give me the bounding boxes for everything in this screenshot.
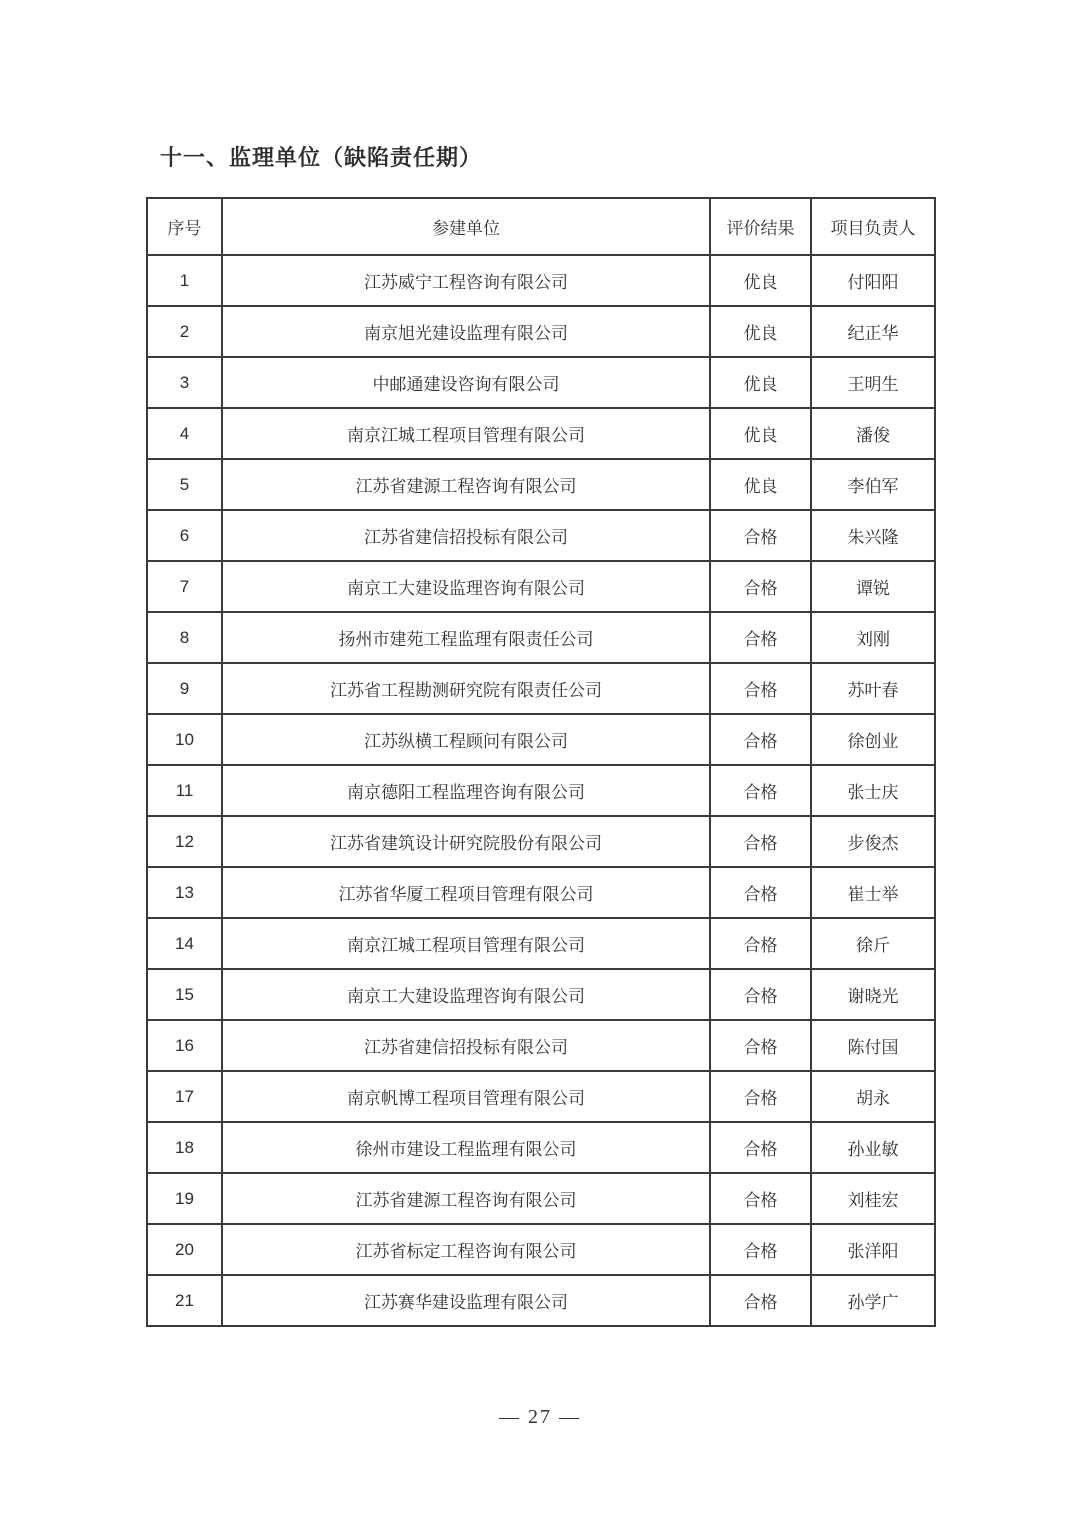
unit-name-cell: 江苏省建源工程咨询有限公司 [222, 1173, 710, 1224]
row-number-cell: 10 [147, 714, 222, 765]
evaluation-result-cell: 合格 [710, 612, 811, 663]
evaluation-result-cell: 优良 [710, 408, 811, 459]
row-number-cell: 16 [147, 1020, 222, 1071]
header-project-leader: 项目负责人 [811, 198, 935, 255]
table-row [147, 765, 935, 816]
evaluation-result-cell: 优良 [710, 459, 811, 510]
table-body [147, 255, 935, 1326]
header-unit-name: 参建单位 [222, 198, 710, 255]
table-row [147, 1020, 935, 1071]
evaluation-result-cell: 合格 [710, 561, 811, 612]
project-leader-cell: 谭锐 [811, 561, 935, 612]
unit-name-cell: 江苏省建筑设计研究院股份有限公司 [222, 816, 710, 867]
table-row [147, 1224, 935, 1275]
unit-name-cell: 江苏省建源工程咨询有限公司 [222, 459, 710, 510]
evaluation-result-cell: 合格 [710, 1020, 811, 1071]
project-leader-cell: 陈付国 [811, 1020, 935, 1071]
unit-name-cell: 江苏纵横工程顾问有限公司 [222, 714, 710, 765]
table-row [147, 561, 935, 612]
unit-name-cell: 中邮通建设咨询有限公司 [222, 357, 710, 408]
project-leader-cell: 崔士举 [811, 867, 935, 918]
project-leader-cell: 孙学广 [811, 1275, 935, 1326]
header-evaluation-result: 评价结果 [710, 198, 811, 255]
row-number-cell: 9 [147, 663, 222, 714]
table-row [147, 867, 935, 918]
row-number-cell: 18 [147, 1122, 222, 1173]
project-leader-cell: 胡永 [811, 1071, 935, 1122]
project-leader-cell: 苏叶春 [811, 663, 935, 714]
unit-name-cell: 南京旭光建设监理有限公司 [222, 306, 710, 357]
evaluation-result-cell: 合格 [710, 1071, 811, 1122]
unit-name-cell: 南京德阳工程监理咨询有限公司 [222, 765, 710, 816]
evaluation-result-cell: 合格 [710, 867, 811, 918]
row-number-cell: 19 [147, 1173, 222, 1224]
project-leader-cell: 谢晓光 [811, 969, 935, 1020]
project-leader-cell: 张洋阳 [811, 1224, 935, 1275]
project-leader-cell: 徐创业 [811, 714, 935, 765]
table-row [147, 1071, 935, 1122]
evaluation-result-cell: 合格 [710, 1122, 811, 1173]
row-number-cell: 5 [147, 459, 222, 510]
project-leader-cell: 刘刚 [811, 612, 935, 663]
table-row [147, 663, 935, 714]
evaluation-result-cell: 合格 [710, 918, 811, 969]
project-leader-cell: 付阳阳 [811, 255, 935, 306]
evaluation-result-cell: 合格 [710, 1224, 811, 1275]
row-number-cell: 21 [147, 1275, 222, 1326]
row-number-cell: 11 [147, 765, 222, 816]
evaluation-result-cell: 优良 [710, 357, 811, 408]
unit-name-cell: 江苏省标定工程咨询有限公司 [222, 1224, 710, 1275]
table-row [147, 255, 935, 306]
table-row [147, 969, 935, 1020]
project-leader-cell: 步俊杰 [811, 816, 935, 867]
unit-name-cell: 徐州市建设工程监理有限公司 [222, 1122, 710, 1173]
table-row [147, 1122, 935, 1173]
row-number-cell: 13 [147, 867, 222, 918]
table-row [147, 459, 935, 510]
row-number-cell: 8 [147, 612, 222, 663]
table-row [147, 612, 935, 663]
table-row [147, 357, 935, 408]
table-row [147, 714, 935, 765]
project-leader-cell: 张士庆 [811, 765, 935, 816]
evaluation-result-cell: 合格 [710, 765, 811, 816]
table-row [147, 1275, 935, 1326]
evaluation-result-cell: 优良 [710, 255, 811, 306]
project-leader-cell: 刘桂宏 [811, 1173, 935, 1224]
evaluation-result-cell: 合格 [710, 510, 811, 561]
unit-name-cell: 南京江城工程项目管理有限公司 [222, 918, 710, 969]
table-row [147, 816, 935, 867]
project-leader-cell: 朱兴隆 [811, 510, 935, 561]
table-row [147, 510, 935, 561]
evaluation-result-cell: 合格 [710, 663, 811, 714]
evaluation-result-cell: 优良 [710, 306, 811, 357]
project-leader-cell: 李伯军 [811, 459, 935, 510]
table-row [147, 306, 935, 357]
unit-name-cell: 扬州市建苑工程监理有限责任公司 [222, 612, 710, 663]
row-number-cell: 6 [147, 510, 222, 561]
page-number: — 27 — [499, 1406, 581, 1428]
table-row [147, 1173, 935, 1224]
row-number-cell: 7 [147, 561, 222, 612]
table-header [147, 198, 935, 255]
unit-name-cell: 南京工大建设监理咨询有限公司 [222, 561, 710, 612]
row-number-cell: 3 [147, 357, 222, 408]
unit-name-cell: 江苏省华厦工程项目管理有限公司 [222, 867, 710, 918]
unit-name-cell: 江苏赛华建设监理有限公司 [222, 1275, 710, 1326]
row-number-cell: 4 [147, 408, 222, 459]
table-row [147, 918, 935, 969]
table-row [147, 408, 935, 459]
row-number-cell: 15 [147, 969, 222, 1020]
unit-name-cell: 南京工大建设监理咨询有限公司 [222, 969, 710, 1020]
project-leader-cell: 孙业敏 [811, 1122, 935, 1173]
unit-name-cell: 江苏省建信招投标有限公司 [222, 1020, 710, 1071]
unit-name-cell: 南京江城工程项目管理有限公司 [222, 408, 710, 459]
evaluation-result-cell: 合格 [710, 1275, 811, 1326]
project-leader-cell: 徐斤 [811, 918, 935, 969]
unit-name-cell: 江苏省建信招投标有限公司 [222, 510, 710, 561]
evaluation-result-cell: 合格 [710, 1173, 811, 1224]
row-number-cell: 17 [147, 1071, 222, 1122]
project-leader-cell: 纪正华 [811, 306, 935, 357]
unit-name-cell: 江苏威宁工程咨询有限公司 [222, 255, 710, 306]
row-number-cell: 12 [147, 816, 222, 867]
evaluation-result-cell: 合格 [710, 714, 811, 765]
unit-name-cell: 江苏省工程勘测研究院有限责任公司 [222, 663, 710, 714]
row-number-cell: 20 [147, 1224, 222, 1275]
page-title: 十一、监理单位（缺陷责任期） [160, 145, 483, 170]
table-header-row [147, 198, 935, 255]
row-number-cell: 14 [147, 918, 222, 969]
row-number-cell: 1 [147, 255, 222, 306]
unit-name-cell: 南京帆博工程项目管理有限公司 [222, 1071, 710, 1122]
supervision-units-table [146, 197, 936, 1327]
header-row-number: 序号 [147, 198, 222, 255]
project-leader-cell: 潘俊 [811, 408, 935, 459]
evaluation-result-cell: 合格 [710, 816, 811, 867]
project-leader-cell: 王明生 [811, 357, 935, 408]
evaluation-result-cell: 合格 [710, 969, 811, 1020]
row-number-cell: 2 [147, 306, 222, 357]
